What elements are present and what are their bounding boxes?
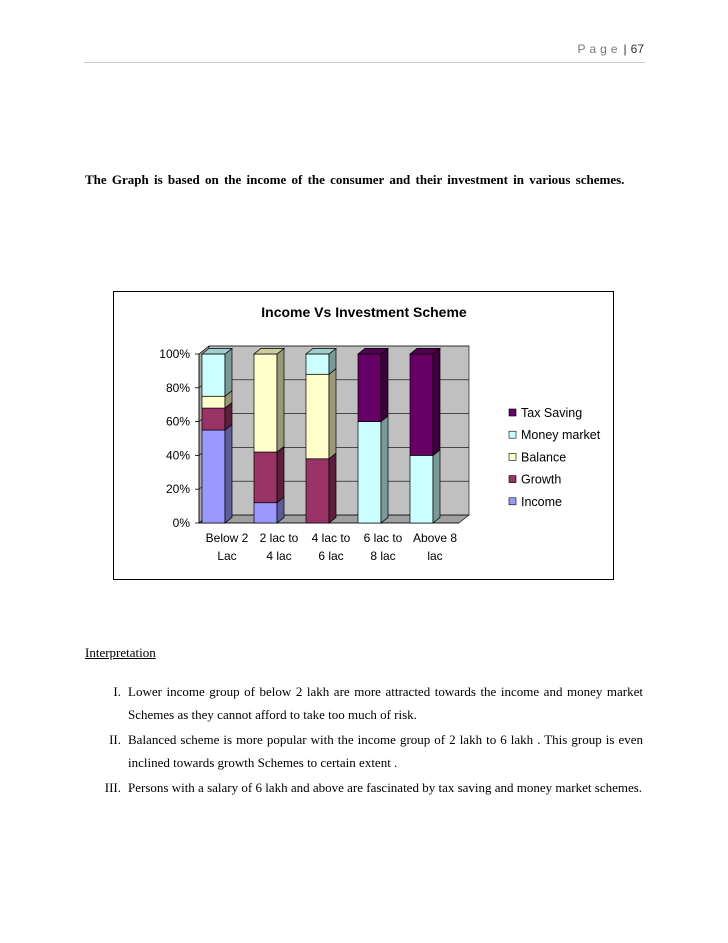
bar-segment: [358, 354, 381, 422]
bar-segment-side: [277, 446, 284, 502]
interpretation-point: [85, 728, 643, 774]
chart-frame: [113, 291, 614, 580]
interpretation-point: [85, 680, 643, 726]
legend-swatch: [509, 431, 516, 438]
bar-segment: [410, 455, 433, 523]
bar-segment: [202, 430, 225, 523]
bar-segment: [410, 354, 433, 455]
legend-label: Tax Saving: [521, 406, 583, 420]
point-text: Persons with a salary of 6 lakh and above are fascinated by tax saving and money market schemes.: [128, 780, 643, 795]
bar-segment-side: [381, 416, 388, 523]
x-tick-label: Above 8: [412, 531, 458, 545]
legend-label: Money market: [521, 428, 601, 443]
interpretation-list: [85, 680, 643, 801]
income-investment-chart: [114, 292, 613, 579]
bar-segment: [254, 354, 277, 452]
x-tick-label: 2 lac to: [259, 531, 299, 545]
legend-label: Income: [521, 494, 562, 509]
page-number: 67: [630, 42, 644, 56]
y-tick-label: 100%: [159, 347, 190, 361]
bar-segment-side: [433, 348, 440, 455]
bar-segment-side: [329, 369, 336, 459]
chart-title: Income Vs Investment Scheme: [261, 304, 467, 320]
y-tick-label: 0%: [172, 516, 190, 530]
bar-segment: [306, 354, 329, 374]
bar-segment-side: [381, 348, 388, 421]
point-number: I.: [113, 684, 121, 699]
point-number: III.: [104, 780, 121, 795]
x-tick-label: 6 lac: [318, 549, 344, 563]
legend-swatch: [509, 453, 516, 460]
bar-segment: [202, 354, 225, 396]
bar-segment: [306, 459, 329, 523]
bar-segment: [358, 422, 381, 523]
bar-segment-side: [433, 450, 440, 523]
bar-segment: [306, 374, 329, 459]
x-tick-label: 8 lac: [370, 549, 396, 563]
point-text: Lower income group of below 2 lakh are more attracted towards the income and money market Schemes as they cannot afford to take too much of risk.: [128, 684, 643, 722]
x-tick-label: Below 2: [205, 531, 249, 545]
bar-segment-side: [329, 453, 336, 523]
bar-segment-side: [277, 348, 284, 452]
x-tick-label: 6 lac to: [363, 531, 403, 545]
page-word: Page: [577, 42, 622, 56]
y-tick-label: 40%: [165, 448, 190, 463]
y-tick-label: 60%: [165, 414, 190, 429]
legend-label: Balance: [521, 450, 567, 465]
bar-segment-side: [225, 424, 232, 523]
legend-swatch: [509, 476, 516, 483]
bar-segment: [254, 452, 277, 503]
legend-swatch: [509, 409, 516, 416]
bar-segment: [254, 503, 277, 523]
legend-label: Growth: [521, 472, 562, 487]
bar-segment-side: [225, 348, 232, 396]
y-tick-label: 80%: [165, 380, 190, 395]
page-separator: |: [623, 42, 627, 56]
page-header: [577, 42, 644, 56]
bar-segment: [202, 408, 225, 430]
x-tick-label: lac: [427, 549, 443, 563]
point-number: II.: [109, 732, 121, 747]
y-tick-label: 20%: [165, 482, 190, 497]
intro-paragraph: The Graph is based on the income of the consumer and their investment in various schemes.: [85, 172, 625, 187]
point-text: Balanced scheme is more popular with the income group of 2 lakh to 6 lakh . This group is even inclined towards growth Schemes to certain extent .: [128, 732, 643, 770]
interpretation-point: [85, 776, 643, 799]
header-rule: [84, 62, 645, 63]
interpretation-heading: Interpretation: [85, 645, 156, 660]
x-tick-label: Lac: [217, 549, 237, 563]
x-tick-label: 4 lac to: [311, 531, 351, 545]
legend-swatch: [509, 498, 516, 505]
bar-segment: [202, 396, 225, 408]
x-tick-label: 4 lac: [266, 549, 292, 563]
